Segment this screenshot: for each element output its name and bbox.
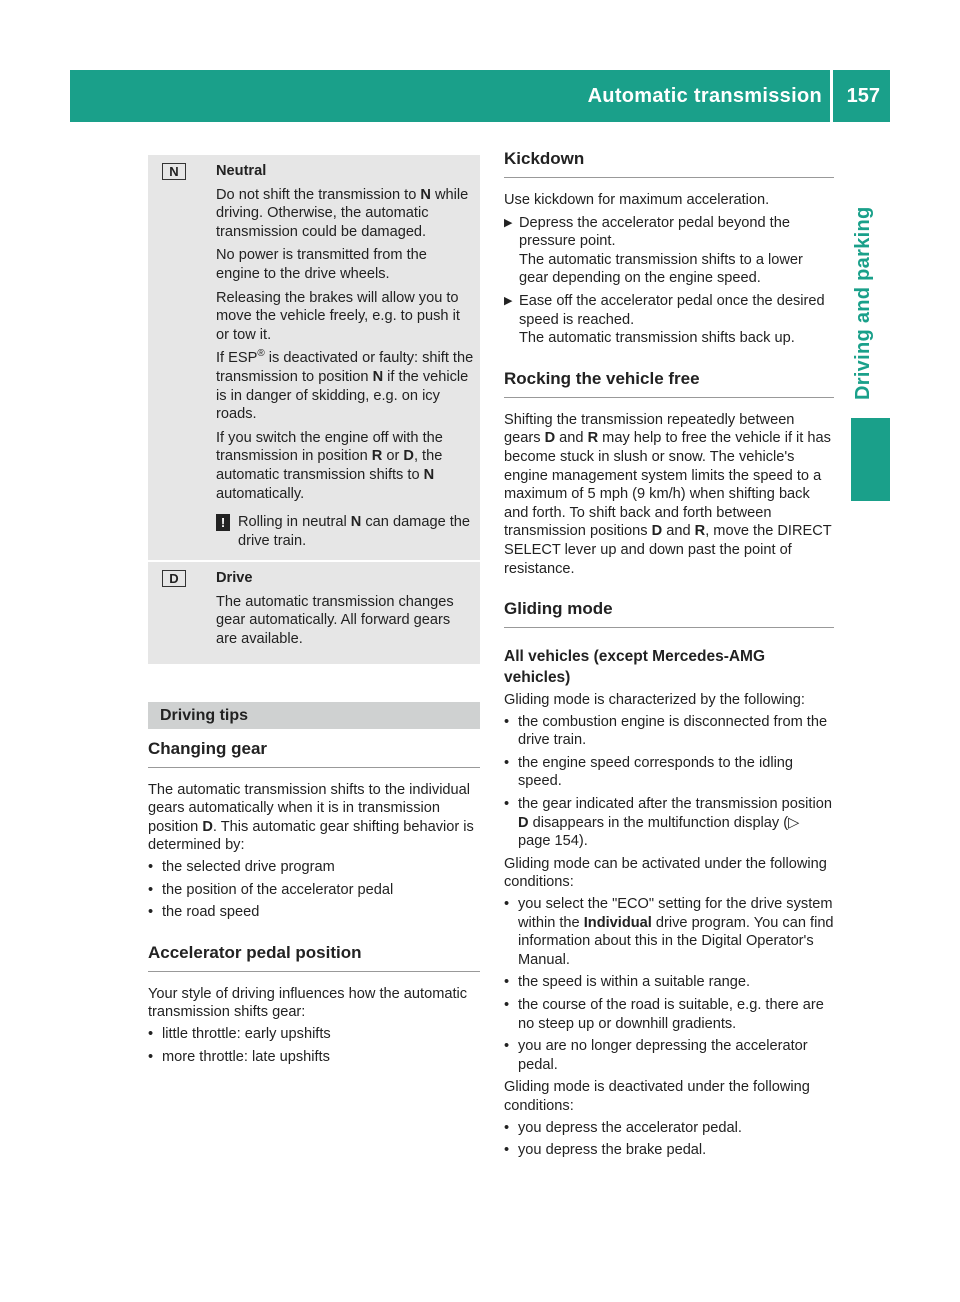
header-title: Automatic transmission [587,85,822,107]
bullet-list [148,1025,480,1066]
warning-icon: ! [216,514,230,531]
damage-note: ! Rolling in neutral N can damage the drive train. [216,513,474,550]
gear-table [148,155,480,664]
gear-paragraph: Do not shift the transmission to N while driving. Otherwise, the automatic transmission could be damaged. [216,186,469,240]
arrow-icon: ▶ [504,216,513,229]
list-item: • you are no longer depressing the accelerator pedal. [504,1038,808,1073]
bullet-list [504,895,834,1074]
header-separator [830,70,833,122]
subheading-all-vehicles: All vehicles (except Mercedes-AMG vehicles) [504,648,766,687]
heading-changing-gear: Changing gear [148,738,480,768]
heading-kickdown: Kickdown [504,148,834,178]
side-tab-marker [851,418,890,501]
list-item: • you depress the accelerator pedal. [504,1119,742,1136]
bullet-icon: • [504,974,510,991]
heading-rocking: Rocking the vehicle free [504,368,834,398]
right-column [504,148,834,1164]
body-text: Gliding mode can be activated under the following conditions: [504,855,827,891]
bullet-icon: • [148,881,154,898]
gear-n-icon: N [162,163,186,180]
body-text: Your style of driving influences how the automatic transmission shifts gear: [148,985,468,1021]
body-text: Use kickdown for maximum acceleration. [504,192,770,208]
body-text: Gliding mode is deactivated under the following conditions: [504,1079,810,1114]
page-ref-icon: ▷ [788,814,800,831]
gear-paragraph: If you switch the engine off with the transmission in position R or D, the automatic transmission shifts to N automatically. [216,429,443,502]
heading-accelerator: Accelerator pedal position [148,942,480,972]
side-tab-label: Driving and parking [852,206,874,400]
list-item: • the combustion engine is disconnected from the drive train. [504,713,828,749]
section-bar-driving-tips [148,702,480,729]
body-text: Gliding mode is characterized by the following: [504,692,805,709]
bullet-icon: • [504,1119,510,1136]
bullet-icon: • [504,1038,510,1055]
section-title: Driving tips [160,706,249,724]
gear-paragraph: The automatic transmission changes gear automatically. All forward gears are available. [216,593,454,648]
list-item: • the speed is within a suitable range. [504,974,751,991]
bullet-icon: • [504,997,510,1013]
gear-paragraph: Releasing the brakes will allow you to move the vehicle freely, e.g. to push it or tow it. [216,289,460,343]
bullet-list [148,858,480,922]
bullet-icon: • [148,904,154,921]
instruction-step: ▶ Depress the accelerator pedal beyond the pressure point. The automatic transmission shifts to a lower gear depending on the engine speed. [504,214,803,287]
bullet-icon: • [148,859,154,876]
arrow-icon: ▶ [504,294,513,307]
gear-title: Neutral [216,163,267,179]
bullet-list [504,1119,834,1160]
list-item: • the road speed [148,904,260,921]
list-item: • you depress the brake pedal. [504,1142,707,1159]
list-item: • the engine speed corresponds to the idling speed. [504,754,794,790]
list-item: • the gear indicated after the transmission position D disappears in the multifunction display (▷ page 154). [504,796,832,850]
gear-row-drive [148,560,480,663]
rocking-section [504,368,834,578]
bullet-icon: • [504,713,510,730]
left-column [148,155,480,1070]
list-item: • the selected drive program [148,859,335,876]
bullet-icon: • [148,1026,154,1042]
accelerator-section [148,942,480,1066]
body-text: The automatic transmission shifts to the individual gears automatically when it is in transmission position D. This automatic gear shifting behavior is determined by: [148,781,474,854]
gliding-section [504,598,834,1160]
page-header [70,70,890,122]
heading-gliding: Gliding mode [504,598,834,628]
list-item: • more throttle: late upshifts [148,1048,330,1065]
list-item: • little throttle: early upshifts [148,1026,331,1042]
instruction-step: ▶ Ease off the accelerator pedal once the desired speed is reached. The automatic transmission shifts back up. [504,292,825,347]
list-item: • the course of the road is suitable, e.g. there are no steep up or downhill gradients. [504,997,824,1032]
body-text: Shifting the transmission repeatedly between gears D and R may help to free the vehicle if it has become stuck in slush or snow. The vehicle's engine management system limits the speed to a maximum of 5 mph (9 km/h) when shifting back and forth. To shift back and forth between transmission positions D and R, move the DIRECT SELECT lever up and down past the point of resistance. [504,411,832,577]
bullet-icon: • [504,796,510,813]
bullet-icon: • [148,1048,154,1065]
bullet-list [504,713,834,851]
gear-d-icon: D [162,570,186,587]
page-number: 157 [846,85,880,107]
bullet-icon: • [504,896,510,913]
bullet-icon: • [504,754,510,771]
gear-paragraph: No power is transmitted from the engine to the drive wheels. [216,247,427,282]
gear-row-neutral [148,155,480,560]
gear-title: Drive [216,570,253,587]
kickdown-section [504,148,834,348]
changing-gear-section [148,738,480,922]
gear-paragraph: If ESP® is deactivated or faulty: shift the transmission to position N if the vehicle is in danger of skidding, e.g. on icy roads. [216,348,474,423]
bullet-icon: • [504,1142,510,1159]
list-item: • you select the "ECO" setting for the drive system within the Individual drive program. You can find information about this in the Digital Operator's Manual. [504,896,834,968]
list-item: • the position of the accelerator pedal [148,881,394,898]
